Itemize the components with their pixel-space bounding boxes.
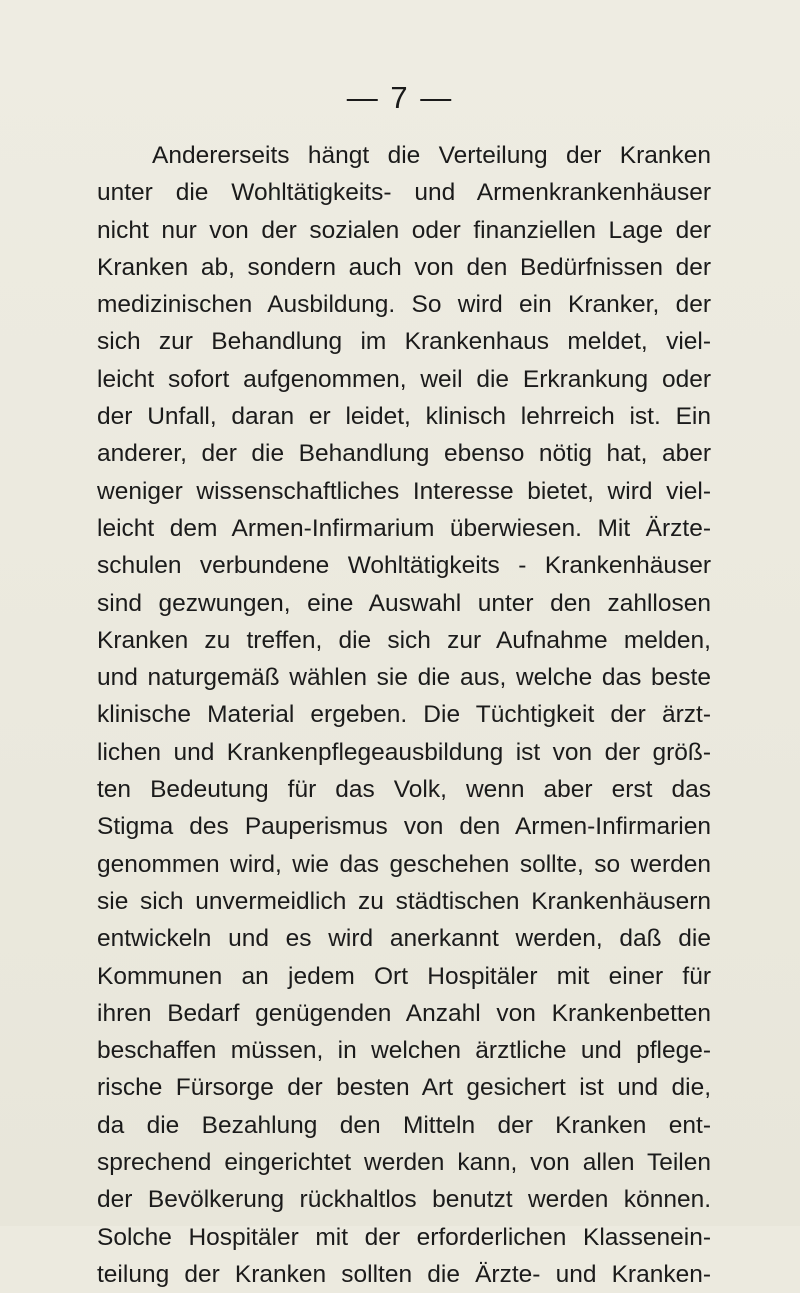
text-line: Stigma des Pauperismus von den Armen-Infirmarien <box>97 813 711 841</box>
text-line: sich zur Behandlung im Krankenhaus meldet, viel- <box>97 328 711 356</box>
text-line: entwickeln und es wird anerkannt werden, daß die <box>97 925 711 953</box>
text-line: klinische Material ergeben. Die Tüchtigkeit der ärzt- <box>97 701 711 729</box>
text-line: schulen verbundene Wohltätigkeits - Krankenhäuser <box>97 552 711 580</box>
text-line: leicht dem Armen-Infirmarium überwiesen. Mit Ärzte- <box>97 514 711 542</box>
text-line: leicht sofort aufgenommen, weil die Erkrankung oder <box>97 365 711 393</box>
text-line: ten Bedeutung für das Volk, wenn aber erst das <box>97 776 711 804</box>
text-line: Kranken zu treffen, die sich zur Aufnahme melden, <box>97 626 711 654</box>
text-line: der Unfall, daran er leidet, klinisch lehrreich ist. Ein <box>97 403 711 431</box>
text-line: teilung der Kranken sollten die Ärzte- und Kranken- <box>97 1260 711 1288</box>
text-line: da die Bezahlung den Mitteln der Kranken ent- <box>97 1111 711 1139</box>
text-line: genommen wird, wie das geschehen sollte, so werden <box>97 850 711 878</box>
text-line: nicht nur von der sozialen oder finanziellen Lage der <box>97 216 711 244</box>
text-line: lichen und Krankenpflegeausbildung ist von der größ- <box>97 738 711 766</box>
text-line: medizinischen Ausbildung. So wird ein Kranker, der <box>97 291 711 319</box>
text-line: ihren Bedarf genügenden Anzahl von Krankenbetten <box>97 999 711 1027</box>
text-line: sie sich unvermeidlich zu städtischen Krankenhäusern <box>97 887 711 915</box>
text-line: sind gezwungen, eine Auswahl unter den zahllosen <box>97 589 711 617</box>
body-paragraph <box>97 137 711 1293</box>
text-line: weniger wissenschaftliches Interesse bietet, wird viel- <box>97 477 711 505</box>
text-line: und naturgemäß wählen sie die aus, welche das beste <box>97 664 711 692</box>
text-line: anderer, der die Behandlung ebenso nötig hat, aber <box>97 440 711 468</box>
text-line: Kommunen an jedem Ort Hospitäler mit einer für <box>97 962 711 990</box>
text-line: Solche Hospitäler mit der erforderlichen Klassenein- <box>97 1223 711 1251</box>
text-line: beschaffen müssen, in welchen ärztliche und pflege- <box>97 1037 711 1065</box>
text-line: unter die Wohltätigkeits- und Armenkrankenhäuser <box>97 179 711 207</box>
text-line: rische Fürsorge der besten Art gesichert ist und die, <box>97 1074 711 1102</box>
text-line: sprechend eingerichtet werden kann, von allen Teilen <box>97 1149 711 1177</box>
text-line: Kranken ab, sondern auch von den Bedürfnissen der <box>97 253 711 281</box>
page-number: — 7 — <box>346 80 454 115</box>
text-line: der Bevölkerung rückhaltlos benutzt werden können. <box>97 1186 711 1214</box>
text-line: Andererseits hängt die Verteilung der Kranken <box>152 142 711 169</box>
